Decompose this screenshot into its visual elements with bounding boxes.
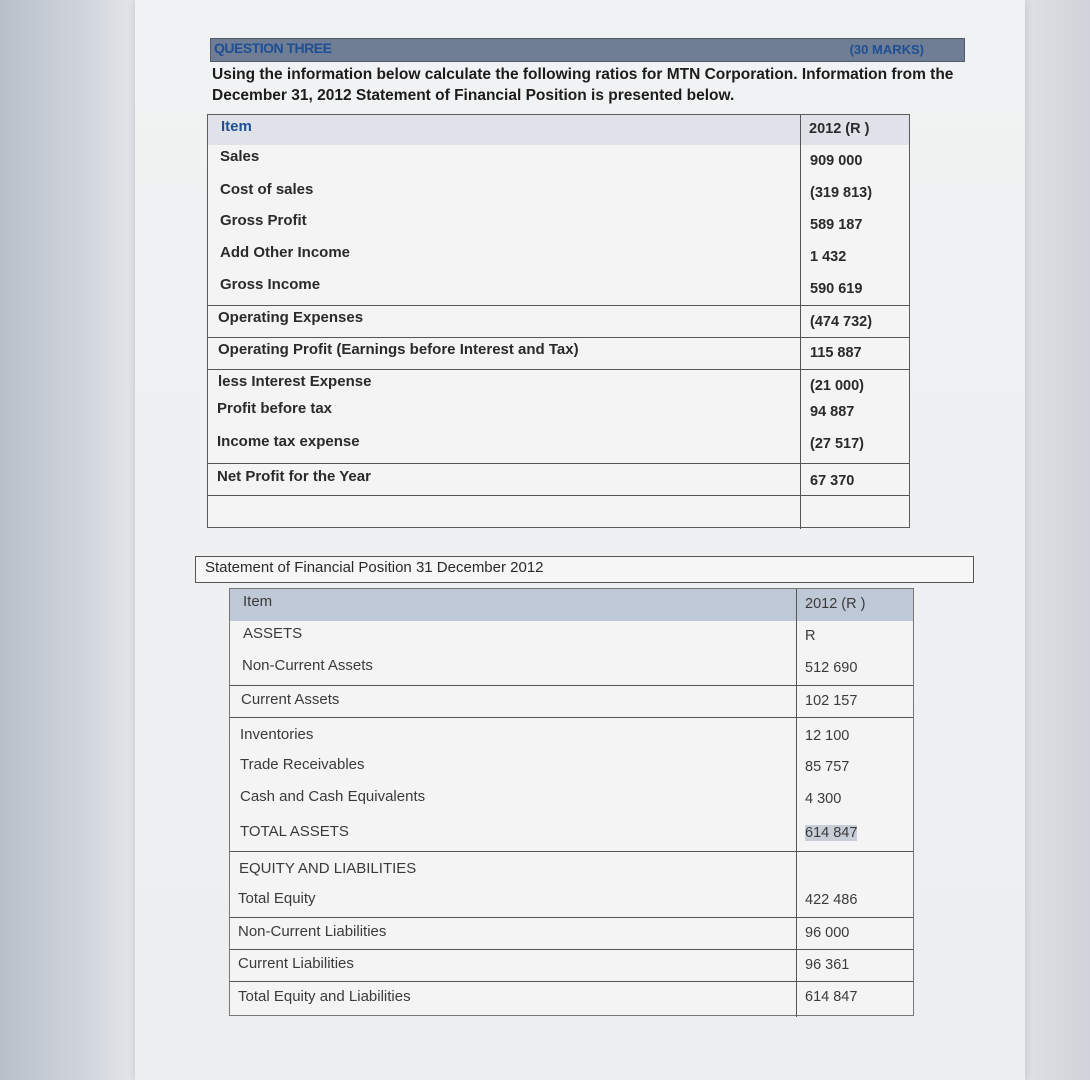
row-value: R <box>805 628 816 644</box>
table-row <box>230 949 913 981</box>
table-row <box>208 275 909 305</box>
row-value: 422 486 <box>805 892 858 908</box>
table-row <box>230 815 913 851</box>
table-row <box>208 431 909 463</box>
row-label: Current Assets <box>241 691 340 708</box>
question-header-bar <box>210 38 965 62</box>
header-item: Item <box>221 118 252 135</box>
row-label: Gross Profit <box>220 212 307 229</box>
row-label: less Interest Expense <box>218 373 372 390</box>
row-value: 512 690 <box>805 660 858 676</box>
row-value: 96 000 <box>805 925 850 941</box>
row-value: 12 100 <box>805 728 850 744</box>
row-label: Cash and Cash Equivalents <box>240 788 426 805</box>
row-label: EQUITY AND LIABILITIES <box>239 860 417 877</box>
row-label: Total Equity and Liabilities <box>238 988 411 1005</box>
table-row <box>230 981 913 1017</box>
row-label: Non-Current Liabilities <box>238 923 387 940</box>
table-row <box>230 751 913 783</box>
row-value: (474 732) <box>810 314 873 330</box>
question-title: QUESTION THREE <box>214 40 332 56</box>
header-item: Item <box>243 593 273 610</box>
financial-position-title: Statement of Financial Position 31 December 2012 <box>195 556 974 583</box>
row-value: (319 813) <box>810 185 873 201</box>
table-row-empty <box>208 495 909 529</box>
table-row <box>208 399 909 431</box>
income-statement-table <box>207 114 910 528</box>
row-label: Non-Current Assets <box>242 657 373 674</box>
row-value: 589 187 <box>810 217 863 233</box>
row-label: Add Other Income <box>220 244 351 261</box>
row-value: (27 517) <box>810 436 865 452</box>
table-row <box>230 717 913 751</box>
table-row <box>230 885 913 917</box>
financial-position-table <box>229 588 914 1016</box>
row-label: Profit before tax <box>217 400 333 417</box>
row-value: 115 887 <box>810 345 862 361</box>
question-intro: Using the information below calculate the following ratios for MTN Corporation. Information from the December 31, 2012 Statement of Financial Position is presented below. <box>212 66 954 104</box>
row-label: Inventories <box>240 726 314 743</box>
row-label: TOTAL ASSETS <box>240 823 349 840</box>
table-header-row <box>208 115 909 145</box>
row-value: 1 432 <box>810 249 847 265</box>
table-row <box>208 369 909 399</box>
table-row <box>230 685 913 717</box>
table-row <box>208 243 909 275</box>
row-value: 590 619 <box>810 281 863 297</box>
table-row <box>230 917 913 949</box>
background-left <box>0 0 135 1080</box>
row-value: 96 361 <box>805 957 850 973</box>
row-value: 67 370 <box>810 473 855 489</box>
row-label: Cost of sales <box>220 181 314 198</box>
table-row <box>208 179 909 211</box>
background-right <box>1020 0 1090 1080</box>
table-header-row <box>230 589 913 621</box>
table-row <box>208 337 909 369</box>
table-row <box>230 851 913 885</box>
row-label: Gross Income <box>220 276 321 293</box>
table-row <box>208 463 909 495</box>
row-value: 909 000 <box>810 153 863 169</box>
row-label: Income tax expense <box>217 433 360 450</box>
row-label: Total Equity <box>238 890 316 907</box>
header-year: 2012 (R ) <box>809 121 870 137</box>
row-label: ASSETS <box>243 625 303 642</box>
table-row <box>230 653 913 685</box>
table-row <box>208 147 909 179</box>
header-year: 2012 (R ) <box>805 596 866 612</box>
row-value: 614 847 <box>805 989 858 1005</box>
row-label: Net Profit for the Year <box>217 468 371 485</box>
question-marks: (30 MARKS) <box>849 42 924 57</box>
table-row <box>208 305 909 337</box>
row-label: Operating Expenses <box>218 309 364 326</box>
row-value: 614 847 <box>805 825 858 841</box>
row-value: (21 000) <box>810 378 865 394</box>
row-value: 102 157 <box>805 693 858 709</box>
row-label: Operating Profit (Earnings before Interest and Tax) <box>218 341 579 358</box>
row-label: Sales <box>220 148 260 165</box>
row-label: Trade Receivables <box>240 756 365 773</box>
table-row <box>208 211 909 243</box>
table-row <box>230 783 913 815</box>
row-value: 4 300 <box>805 791 842 807</box>
table-row <box>230 621 913 653</box>
row-label: Current Liabilities <box>238 955 354 972</box>
row-value: 85 757 <box>805 759 850 775</box>
row-value: 94 887 <box>810 404 855 420</box>
